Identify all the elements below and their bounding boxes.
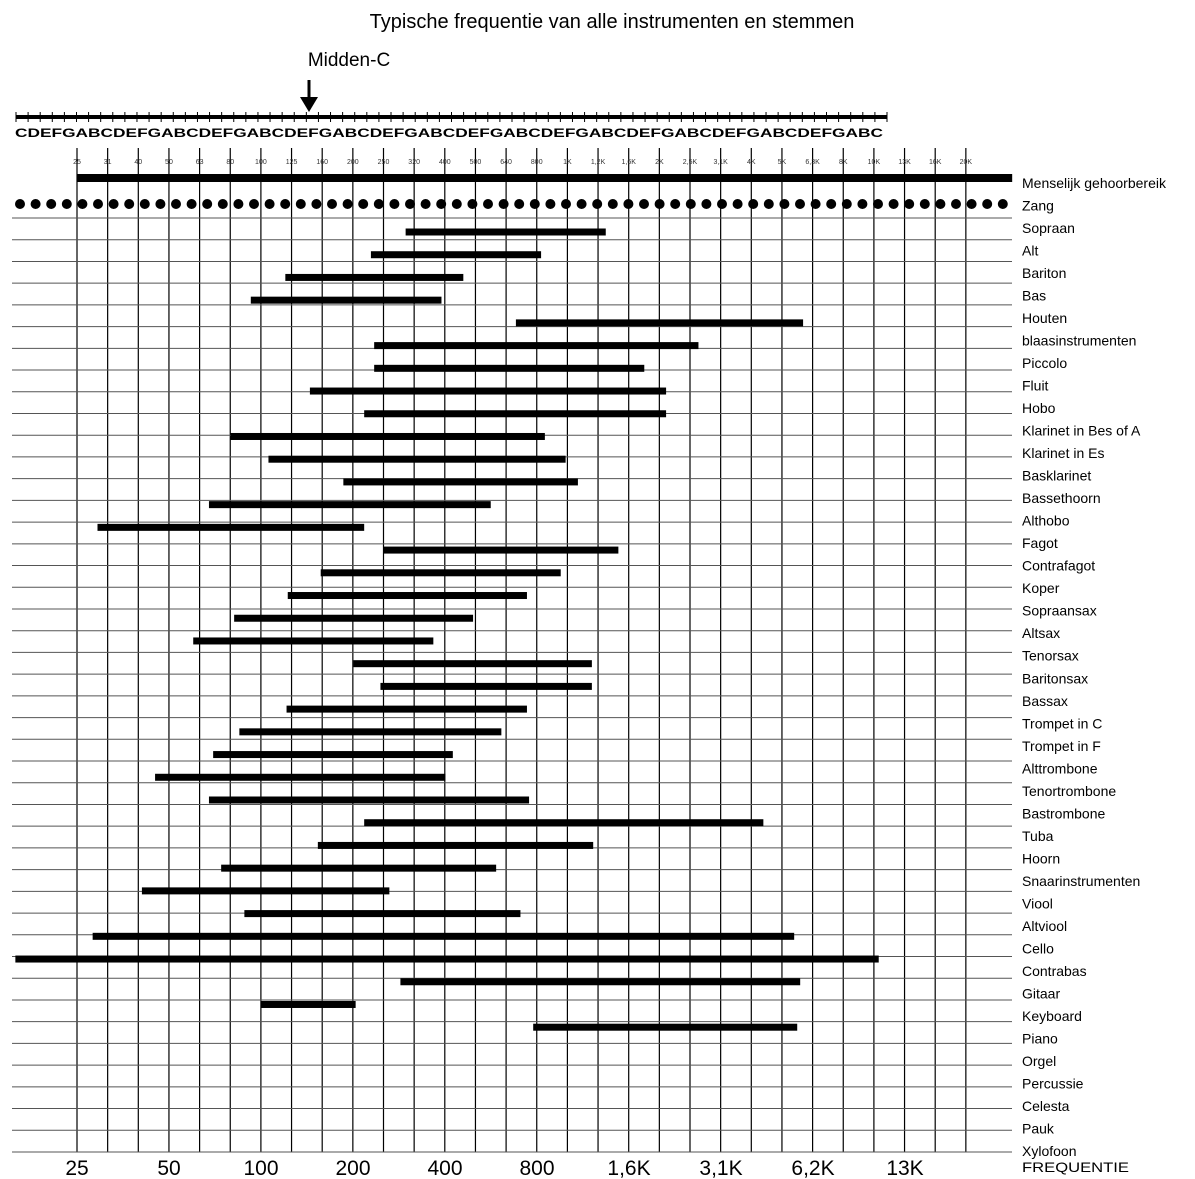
range-bar xyxy=(244,910,520,917)
top-tick-label: 100 xyxy=(255,159,267,166)
dot-mark xyxy=(655,199,665,209)
bottom-tick-label: 50 xyxy=(157,1157,181,1179)
dot-mark xyxy=(764,199,774,209)
bottom-tick-label: 1,6K xyxy=(607,1157,651,1179)
range-bars xyxy=(15,229,878,1031)
range-bar xyxy=(353,660,591,667)
dot-mark xyxy=(467,199,477,209)
range-bar xyxy=(287,706,527,713)
range-bar xyxy=(142,887,389,894)
top-tick-label: 200 xyxy=(347,159,359,166)
dot-mark xyxy=(920,199,930,209)
row-label: Basklarinet xyxy=(1022,467,1092,484)
row-label: Trompet in C xyxy=(1022,715,1103,732)
dot-mark xyxy=(343,199,353,209)
top-tick-label: 20K xyxy=(959,159,973,166)
top-tick-label: 1,2K xyxy=(590,159,606,166)
dot-mark xyxy=(545,199,555,209)
range-bar xyxy=(380,683,591,690)
row-label: Sopraan xyxy=(1022,220,1075,237)
row-label: Hoorn xyxy=(1022,850,1061,867)
dot-mark xyxy=(795,199,805,209)
human-hearing-range-bar xyxy=(77,174,1012,182)
dot-mark xyxy=(93,199,103,209)
dot-mark xyxy=(608,199,618,209)
range-bar xyxy=(97,524,364,531)
dot-mark xyxy=(811,199,821,209)
dot-mark xyxy=(452,199,462,209)
dot-mark xyxy=(155,199,165,209)
dot-mark xyxy=(904,199,914,209)
dot-mark xyxy=(77,199,87,209)
dot-mark xyxy=(826,199,836,209)
range-bar xyxy=(213,751,453,758)
note-letters: CDEFGABCDEFGABCDEFGABCDEFGABCDEFGABCDEFGABCDEFGABCDEFGABCDEFGABCDEFGABC xyxy=(15,126,884,140)
dot-mark xyxy=(233,199,243,209)
dot-mark xyxy=(124,199,134,209)
row-label: Cello xyxy=(1022,940,1054,957)
row-label: Altviool xyxy=(1022,917,1068,934)
row-label: Bassax xyxy=(1022,692,1068,709)
dot-mark xyxy=(187,199,197,209)
range-bar xyxy=(93,933,795,940)
dot-mark xyxy=(327,199,337,209)
dot-mark xyxy=(109,199,119,209)
row-label: Houten xyxy=(1022,310,1068,327)
row-label: Tenorsax xyxy=(1022,647,1079,664)
range-bar xyxy=(371,251,541,258)
dot-mark xyxy=(265,199,275,209)
row-label: Tenortrombone xyxy=(1022,782,1117,799)
dot-mark xyxy=(171,199,181,209)
row-label: Fagot xyxy=(1022,535,1058,552)
range-bar xyxy=(364,410,666,417)
row-label: Sopraansax xyxy=(1022,602,1097,619)
row-label: Bas xyxy=(1022,287,1047,304)
x-axis-label: FREQUENTIE xyxy=(1022,1159,1129,1175)
row-label: Althobo xyxy=(1022,512,1070,529)
middle-c-arrow-icon xyxy=(300,80,318,112)
bottom-tick-label: 100 xyxy=(243,1157,279,1179)
dot-mark xyxy=(280,199,290,209)
dot-mark xyxy=(530,199,540,209)
range-bar xyxy=(318,842,593,849)
bottom-tick-label: 25 xyxy=(65,1157,89,1179)
row-label: blaasinstrumenten xyxy=(1022,332,1137,349)
top-tick-label: 6,3K xyxy=(805,159,820,166)
row-label: Percussie xyxy=(1022,1075,1084,1092)
dot-mark xyxy=(405,199,415,209)
range-bar xyxy=(239,728,501,735)
dot-mark xyxy=(249,199,259,209)
row-label: Altsax xyxy=(1022,625,1061,642)
dot-mark xyxy=(46,199,56,209)
dot-mark xyxy=(857,199,867,209)
dot-mark xyxy=(967,199,977,209)
top-tick-label: 80 xyxy=(226,159,235,166)
top-tick-label: 8K xyxy=(838,159,848,166)
grid xyxy=(12,148,1012,1152)
dot-mark xyxy=(311,199,321,209)
dot-mark xyxy=(296,199,306,209)
dot-mark xyxy=(15,199,25,209)
row-label: Viool xyxy=(1022,895,1053,912)
row-label: Tuba xyxy=(1022,827,1054,844)
dot-mark xyxy=(935,199,945,209)
dot-mark xyxy=(514,199,524,209)
dot-mark xyxy=(577,199,587,209)
top-tick-label: 40 xyxy=(134,159,143,166)
top-tick-label: 13K xyxy=(898,159,911,166)
dot-mark xyxy=(499,199,509,209)
row-label: Orgel xyxy=(1022,1052,1057,1069)
range-bar xyxy=(209,501,491,508)
row-label: Xylofoon xyxy=(1022,1143,1077,1159)
dot-mark xyxy=(389,199,399,209)
bottom-tick-label: 3,1K xyxy=(699,1157,743,1179)
top-tick-label: 63 xyxy=(195,159,204,166)
top-tick-label: 125 xyxy=(285,159,298,166)
row-label: Piano xyxy=(1022,1030,1058,1047)
range-bar xyxy=(310,388,666,395)
top-tick-label: 400 xyxy=(438,159,451,166)
dot-mark xyxy=(436,199,446,209)
dot-mark xyxy=(951,199,961,209)
middle-c-label: Midden-C xyxy=(307,50,391,71)
range-bar xyxy=(374,342,698,349)
top-tick-label: 5K xyxy=(777,159,787,166)
human-hearing-bar xyxy=(15,174,1012,209)
row-label: Trompet in F xyxy=(1022,737,1101,754)
bottom-tick-label: 200 xyxy=(335,1157,371,1179)
dot-mark xyxy=(998,199,1008,209)
dot-mark xyxy=(218,199,228,209)
dot-mark xyxy=(779,199,789,209)
bottom-tick-label: 400 xyxy=(427,1157,463,1179)
range-bar xyxy=(406,229,606,236)
row-label: Bastrombone xyxy=(1022,805,1106,822)
top-tick-label: 500 xyxy=(469,159,482,166)
top-tick-label: 800 xyxy=(530,159,543,166)
range-bar xyxy=(268,456,565,463)
bottom-tick-label: 800 xyxy=(519,1157,555,1179)
row-labels xyxy=(1022,175,1167,1159)
top-tick-label: 2,5K xyxy=(682,159,698,166)
dot-mark xyxy=(748,199,758,209)
row-label: Contrabas xyxy=(1022,962,1087,979)
row-label: Alttrombone xyxy=(1022,760,1098,777)
chart-title: Typische frequentie van alle instrumenten en stemmen xyxy=(369,11,855,33)
dot-mark xyxy=(639,199,649,209)
range-bar xyxy=(234,615,473,622)
row-label: Alt xyxy=(1022,242,1039,259)
range-bar xyxy=(321,569,561,576)
top-tick-label: 25 xyxy=(73,159,81,166)
row-label: Bassethoorn xyxy=(1022,490,1101,507)
row-label: Hobo xyxy=(1022,400,1056,417)
dot-mark xyxy=(62,199,72,209)
range-bar xyxy=(343,478,578,485)
row-label: Klarinet in Es xyxy=(1022,445,1105,462)
row-label: Celesta xyxy=(1022,1097,1070,1114)
dot-mark xyxy=(686,199,696,209)
range-bar xyxy=(231,433,545,440)
row-label: Piccolo xyxy=(1022,355,1068,372)
dot-mark xyxy=(140,199,150,209)
top-tick-label: 320 xyxy=(408,159,420,166)
range-bar xyxy=(221,865,496,872)
range-bar xyxy=(251,297,442,304)
range-bar xyxy=(374,365,644,372)
range-bar xyxy=(400,978,800,985)
dot-mark xyxy=(889,199,899,209)
top-tick-label: 16K xyxy=(928,159,942,166)
top-tick-labels xyxy=(73,159,972,166)
top-tick-label: 50 xyxy=(165,159,173,166)
row-label: Snaarinstrumenten xyxy=(1022,872,1141,889)
range-bar xyxy=(155,774,445,781)
row-label: Keyboard xyxy=(1022,1007,1082,1024)
range-bar xyxy=(261,1001,355,1008)
top-tick-label: 640 xyxy=(500,159,512,166)
dot-mark xyxy=(358,199,368,209)
top-tick-label: 10K xyxy=(867,159,881,166)
dot-mark xyxy=(842,199,852,209)
note-scale xyxy=(16,112,887,122)
top-tick-label: 1,6K xyxy=(621,159,636,166)
dot-mark xyxy=(982,199,992,209)
dot-mark xyxy=(483,199,493,209)
range-bar xyxy=(285,274,463,281)
dot-mark xyxy=(592,199,602,209)
range-bar xyxy=(533,1024,797,1031)
range-bar xyxy=(193,637,433,644)
range-bar xyxy=(383,547,618,554)
range-bar xyxy=(15,956,878,963)
row-label: Koper xyxy=(1022,580,1060,597)
dot-mark xyxy=(202,199,212,209)
top-tick-label: 160 xyxy=(316,159,329,166)
top-tick-label: 2K xyxy=(655,159,664,166)
row-label: Baritonsax xyxy=(1022,670,1089,687)
row-label: Zang xyxy=(1022,197,1054,214)
range-bar xyxy=(209,797,529,804)
bottom-tick-label: 13K xyxy=(886,1157,924,1179)
top-tick-label: 31 xyxy=(103,159,112,166)
bottom-tick-label: 6,2K xyxy=(791,1157,835,1179)
bottom-tick-labels xyxy=(65,1157,923,1179)
dot-mark xyxy=(717,199,727,209)
range-bar xyxy=(288,592,527,599)
dot-mark xyxy=(374,199,384,209)
dot-mark xyxy=(561,199,571,209)
row-label: Gitaar xyxy=(1022,985,1061,1002)
top-tick-label: 3,1K xyxy=(713,159,728,166)
dot-mark xyxy=(31,199,41,209)
row-label: Contrafagot xyxy=(1022,557,1096,574)
top-tick-label: 1K xyxy=(563,159,572,166)
range-bar xyxy=(364,819,763,826)
row-label: Menselijk gehoorbereik xyxy=(1022,175,1166,191)
row-label: Pauk xyxy=(1022,1120,1054,1137)
dot-mark xyxy=(873,199,883,209)
row-label: Fluit xyxy=(1022,377,1049,394)
range-bar xyxy=(516,319,803,326)
dot-mark xyxy=(421,199,431,209)
row-label: Klarinet in Bes of A xyxy=(1022,422,1141,439)
dot-mark xyxy=(623,199,633,209)
top-tick-label: 250 xyxy=(377,159,390,166)
top-tick-label: 4K xyxy=(747,159,756,166)
dot-mark xyxy=(701,199,711,209)
dot-mark xyxy=(733,199,743,209)
row-label: Bariton xyxy=(1022,265,1067,282)
dot-mark xyxy=(670,199,680,209)
